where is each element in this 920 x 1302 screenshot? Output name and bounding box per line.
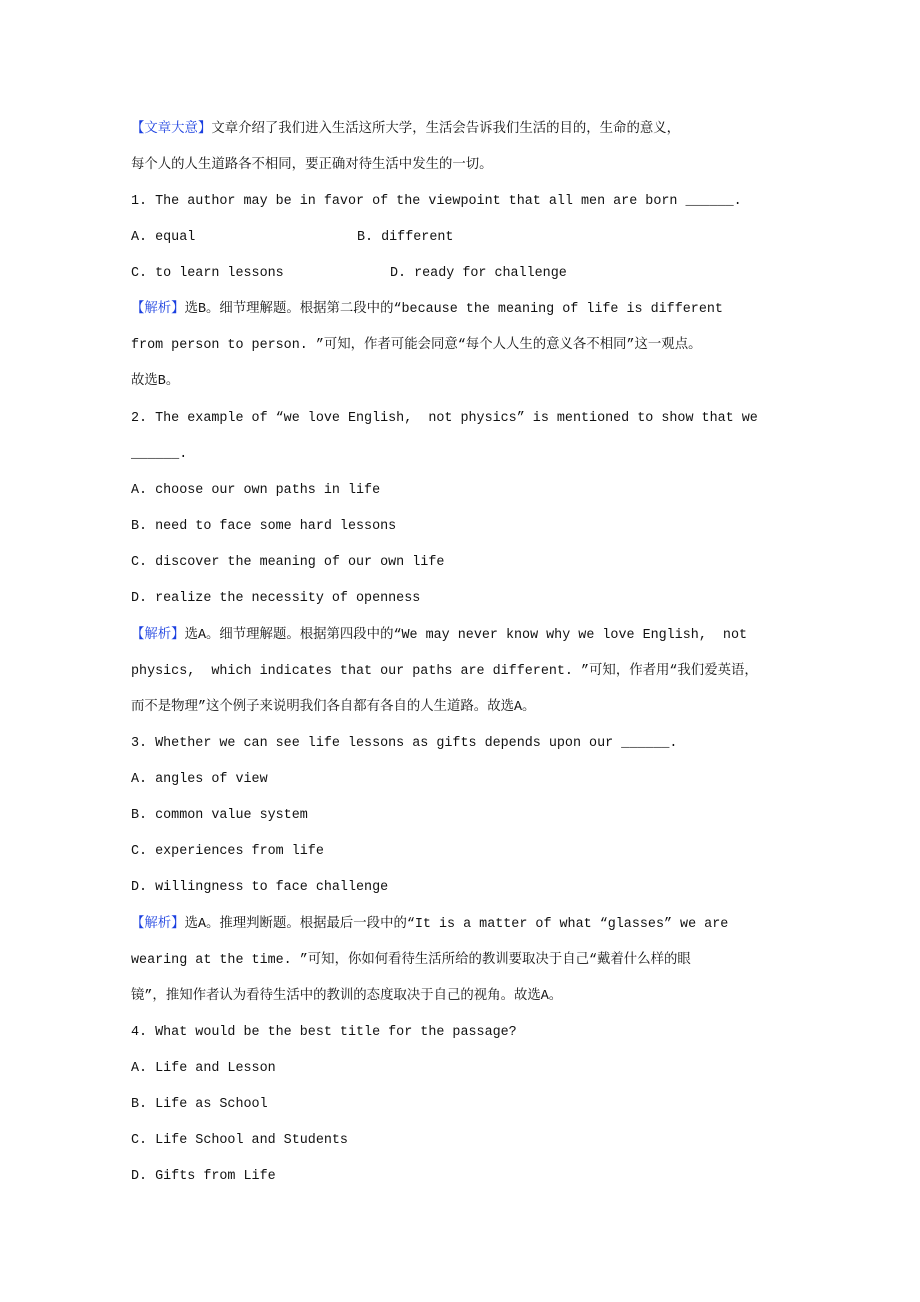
question-2-stem: ______.	[131, 447, 188, 462]
analysis-line: physics, which indicates that our paths are different. ”可知，作者用“我们爱英语，	[131, 664, 758, 679]
analysis-label: 【解析】	[131, 917, 185, 932]
analysis-text: 选A。推理判断题。根据最后一段中的“It is a matter of what “glasses” we are	[184, 917, 729, 932]
analysis-line: 故选B。	[131, 374, 180, 389]
option-a: A. angles of view	[131, 772, 268, 787]
analysis-text: 选B。细节理解题。根据第二段中的“because the meaning of life is different	[184, 302, 723, 317]
option-c: C. to learn lessons	[131, 266, 284, 281]
question-1-stem: 1. The author may be in favor of the viewpoint that all men are born ______.	[131, 194, 742, 209]
question-4-stem: 4. What would be the best title for the passage?	[131, 1025, 517, 1040]
option-d: D. Gifts from Life	[131, 1169, 276, 1184]
analysis-line: 而不是物理”这个例子来说明我们各自都有各自的人生道路。故选A。	[131, 700, 536, 715]
analysis-line: wearing at the time. ”可知，你如何看待生活所给的教训要取决于自己“戴着什么样的眼	[131, 953, 691, 968]
analysis-line: from person to person. ”可知，作者可能会同意“每个人人生的意义各不相同”这一观点。	[131, 338, 702, 353]
option-d: D. realize the necessity of openness	[131, 591, 421, 606]
analysis-text: 选A。细节理解题。根据第四段中的“We may never know why we love English, not	[184, 628, 748, 643]
question-1-options-row	[131, 264, 731, 284]
summary-label: 【文章大意】	[131, 122, 212, 137]
option-d: D. ready for challenge	[390, 266, 567, 281]
option-c: C. discover the meaning of our own life	[131, 555, 445, 570]
option-a: A. Life and Lesson	[131, 1061, 276, 1076]
option-b: B. common value system	[131, 808, 308, 823]
option-b: B. need to face some hard lessons	[131, 519, 397, 534]
option-a: A. choose our own paths in life	[131, 483, 381, 498]
option-c: C. experiences from life	[131, 844, 324, 859]
option-b: B. Life as School	[131, 1097, 268, 1112]
analysis-line	[131, 626, 747, 646]
analysis-line	[131, 300, 723, 320]
option-b: B. different	[357, 230, 454, 245]
option-c: C. Life School and Students	[131, 1133, 348, 1148]
analysis-line: 镜”，推知作者认为看待生活中的教训的态度取决于自己的视角。故选A。	[131, 989, 563, 1004]
question-2-stem: 2. The example of “we love English, not physics” is mentioned to show that we	[131, 411, 758, 426]
question-3-stem: 3. Whether we can see life lessons as gifts depends upon our ______.	[131, 736, 678, 751]
analysis-line	[131, 915, 728, 935]
option-d: D. willingness to face challenge	[131, 880, 389, 895]
question-1-options-row	[131, 228, 731, 248]
summary-line: 每个人的人生道路各不相同，要正确对待生活中发生的一切。	[131, 158, 493, 173]
summary-text: 文章介绍了我们进入生活这所大学，生活会告诉我们生活的目的，生命的意义，	[211, 122, 681, 137]
analysis-label: 【解析】	[131, 302, 185, 317]
option-a: A. equal	[131, 230, 196, 245]
summary-line	[131, 120, 680, 140]
analysis-label: 【解析】	[131, 628, 185, 643]
